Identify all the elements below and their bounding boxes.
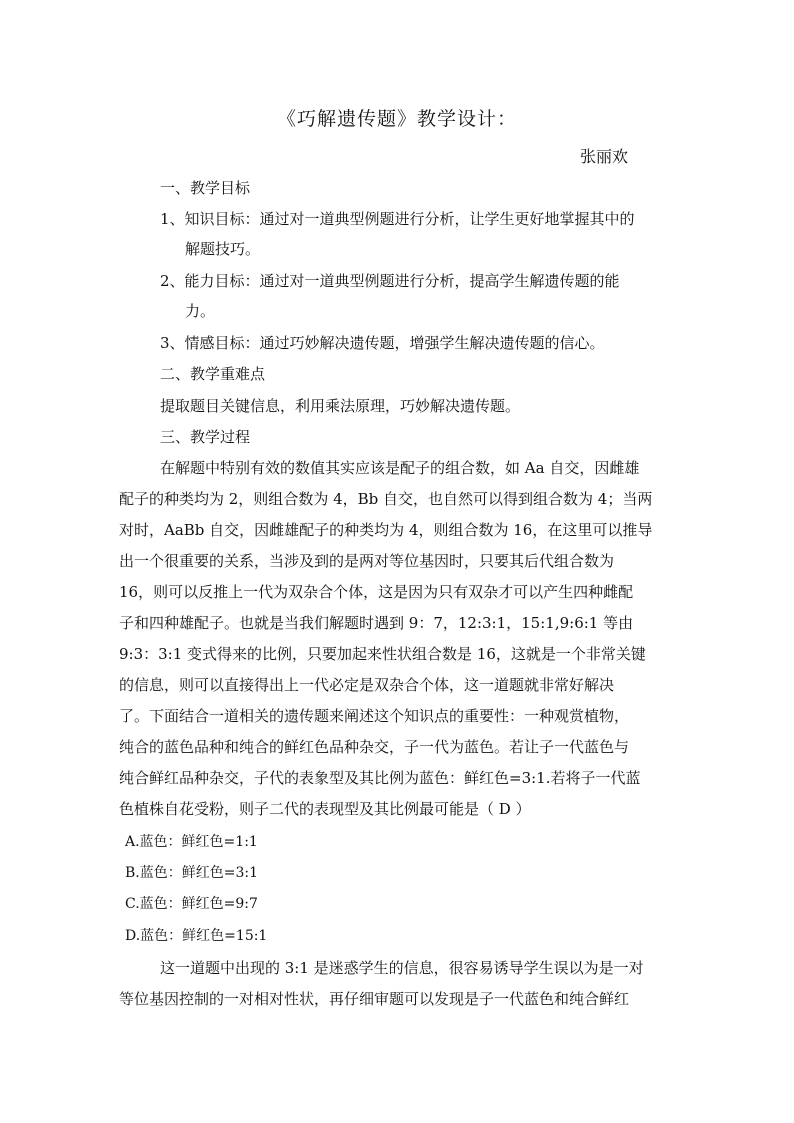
paragraph-line: 出一个很重要的关系，当涉及到的是两对等位基因时，只要其后代组合数为: [119, 552, 615, 570]
answer-option-c: C.蓝色：鲜红色=9:7: [125, 896, 258, 912]
paragraph-line: 的信息，则可以直接得出上一代必定是双杂合个体，这一道题就非常好解决: [119, 676, 615, 694]
paragraph-line: 纯合鲜红品种杂交，子代的表象型及其比例为蓝色：鲜红色=3:1.若将子一代蓝: [119, 769, 641, 787]
paragraph-line: 纯合的蓝色品种和纯合的鲜红色品种杂交，子一代为蓝色。若让子一代蓝色与: [119, 738, 630, 756]
key-points-text: 提取题目关键信息，利用乘法原理，巧妙解决遗传题。: [160, 397, 521, 415]
document-title: 《巧解遗传题》教学设计：: [276, 108, 517, 130]
objective-1-continued: 解题技巧。: [185, 240, 261, 258]
objective-3: 3、情感目标：通过巧妙解决遗传题，增强学生解决遗传题的信心。: [160, 334, 605, 352]
answer-option-d: D.蓝色：鲜红色=15:1: [125, 928, 268, 944]
paragraph-line: 等位基因控制的一对相对性状，再仔细审题可以发现是子一代蓝色和纯合鲜红: [119, 990, 630, 1008]
section-heading-key-points: 二、教学重难点: [160, 365, 266, 383]
paragraph-line: 在解题中特别有效的数值其实应该是配子的组合数，如 Aa 自交，因雌雄: [160, 459, 640, 477]
paragraph-line: 了。下面结合一道相关的遗传题来阐述这个知识点的重要性：一种观赏植物，: [119, 707, 630, 725]
answer-option-a: A.蓝色：鲜红色=1:1: [125, 834, 258, 850]
paragraph-line: 配子的种类均为 2，则组合数为 4，Bb 自交，也自然可以得到组合数为 4；当两: [119, 490, 653, 508]
paragraph-line: 子和四种雄配子。也就是当我们解题时遇到 9：7，12:3:1，15:1,9:6:1 等由: [119, 614, 634, 632]
paragraph-line: 9:3：3:1 变式得来的比例，只要加起来性状组合数是 16，这就是一个非常关键: [119, 645, 646, 663]
objective-2: 2、能力目标：通过对一道典型例题进行分析，提高学生解遗传题的能: [160, 272, 620, 290]
paragraph-line: 16，则可以反推上一代为双杂合个体，这是因为只有双杂才可以产生四种雌配: [119, 583, 634, 601]
objective-1: 1、知识目标：通过对一道典型例题进行分析，让学生更好地掌握其中的: [160, 210, 635, 228]
paragraph-line: 色植株自花受粉，则子二代的表现型及其比例最可能是（ D ）: [119, 800, 531, 818]
objective-2-continued: 力。: [185, 302, 216, 320]
author-name: 张丽欢: [580, 147, 629, 166]
answer-option-b: B.蓝色：鲜红色=3:1: [125, 865, 258, 881]
paragraph-line: 对时，AaBb 自交，因雌雄配子的种类均为 4，则组合数为 16，在这里可以推导: [119, 521, 653, 539]
paragraph-line: 这一道题中出现的 3:1 是迷惑学生的信息，很容易诱导学生误以为是一对: [160, 959, 644, 977]
section-heading-objectives: 一、教学目标: [160, 179, 251, 197]
section-heading-process: 三、教学过程: [160, 428, 251, 446]
